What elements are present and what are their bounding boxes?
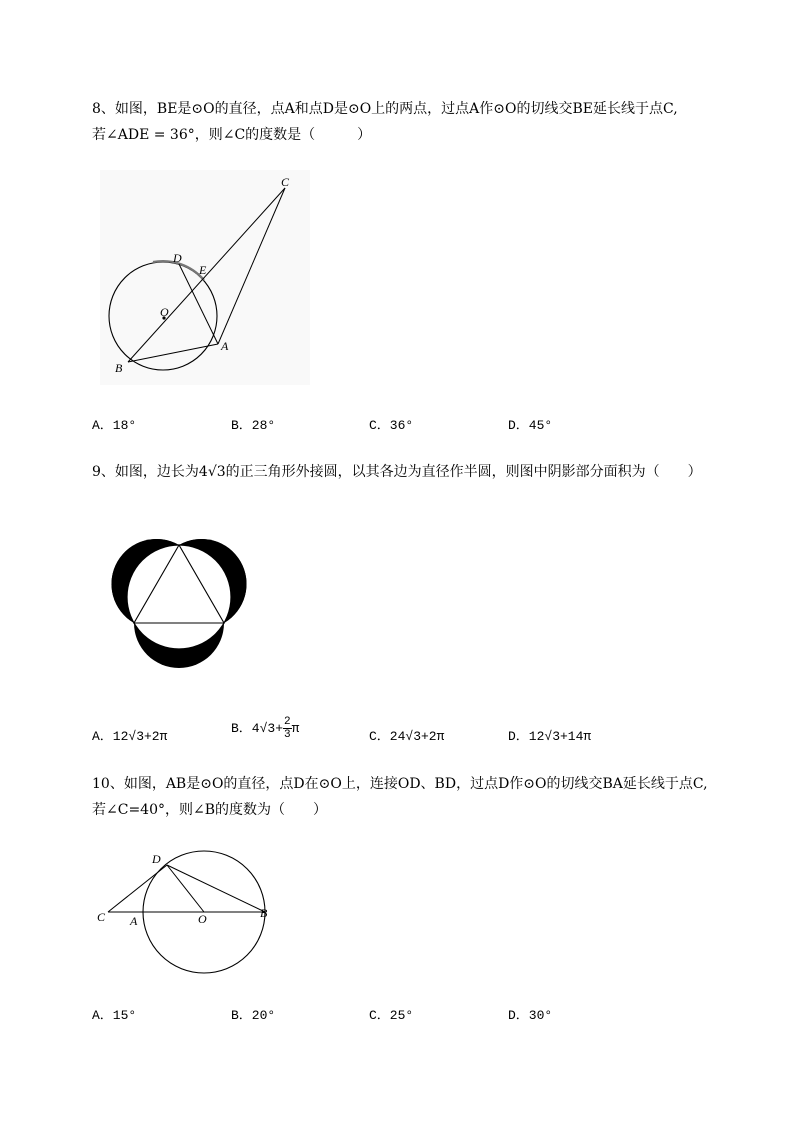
- q8-stem-line1: 8、如图，BE是⊙O的直径，点A和点D是⊙O上的两点，过点A作⊙O的切线交BE延长线于点C,: [92, 101, 678, 117]
- q8-label-O: O: [160, 305, 169, 319]
- q10-label-O: O: [198, 912, 207, 926]
- q9-option-b-fraction: [283, 716, 292, 741]
- q10-label-D: D: [152, 852, 161, 866]
- q9-option-d: D．12√3+14π: [508, 729, 592, 744]
- q8-figure: [100, 170, 310, 385]
- q10-figure: [92, 845, 282, 980]
- q9-option-b-suffix: π: [291, 720, 300, 736]
- q10-line-OD: [167, 865, 204, 912]
- q10-label-B: B: [260, 906, 268, 920]
- q10-label-C: C: [97, 910, 106, 924]
- q9-option-c: C．24√3+2π: [369, 729, 445, 744]
- q8-label-A: A: [221, 339, 229, 353]
- q8-label-C: C: [281, 175, 290, 189]
- q10-option-a: A．15°: [92, 1008, 137, 1023]
- q10-option-c: C．25°: [369, 1008, 414, 1023]
- q8-option-b: B．28°: [231, 418, 276, 433]
- q10-stem-line2: 若∠C=40°，则∠B的度数为（ ）: [92, 802, 328, 818]
- q8-option-d: D．45°: [508, 418, 553, 433]
- q10-line-CD: [108, 865, 167, 912]
- q10-stem-line1: 10、如图，AB是⊙O的直径，点D在⊙O上，连接OD、BD，过点D作⊙O的切线交BA延长线于点C,: [92, 776, 708, 792]
- q8-label-B: B: [115, 361, 123, 375]
- q10-label-A: A: [130, 914, 138, 928]
- q8-label-D: D: [173, 251, 182, 265]
- q9-option-b: [231, 716, 299, 741]
- q9-option-b-prefix: B．4√3+: [231, 720, 284, 736]
- q8-stem-line2: 若∠ADE = 36°，则∠C的度数是（ ）: [92, 127, 372, 143]
- q8-option-c: C．36°: [369, 418, 414, 433]
- q10-option-d: D．30°: [508, 1008, 553, 1023]
- q9-figure: [100, 525, 260, 685]
- q9-option-b-numerator: 2: [284, 716, 291, 728]
- q9-option-a: A．12√3+2π: [92, 729, 168, 744]
- q10-option-b: B．20°: [231, 1008, 276, 1023]
- q9-circumcircle: [127, 545, 231, 649]
- q9-stem: 9、如图，边长为4√3的正三角形外接圆，以其各边为直径作半圆，则图中阴影部分面积为（ ）: [92, 464, 702, 480]
- q8-label-E: E: [199, 263, 207, 277]
- q9-option-b-denominator: 3: [284, 729, 291, 741]
- q8-option-a: A．18°: [92, 418, 137, 433]
